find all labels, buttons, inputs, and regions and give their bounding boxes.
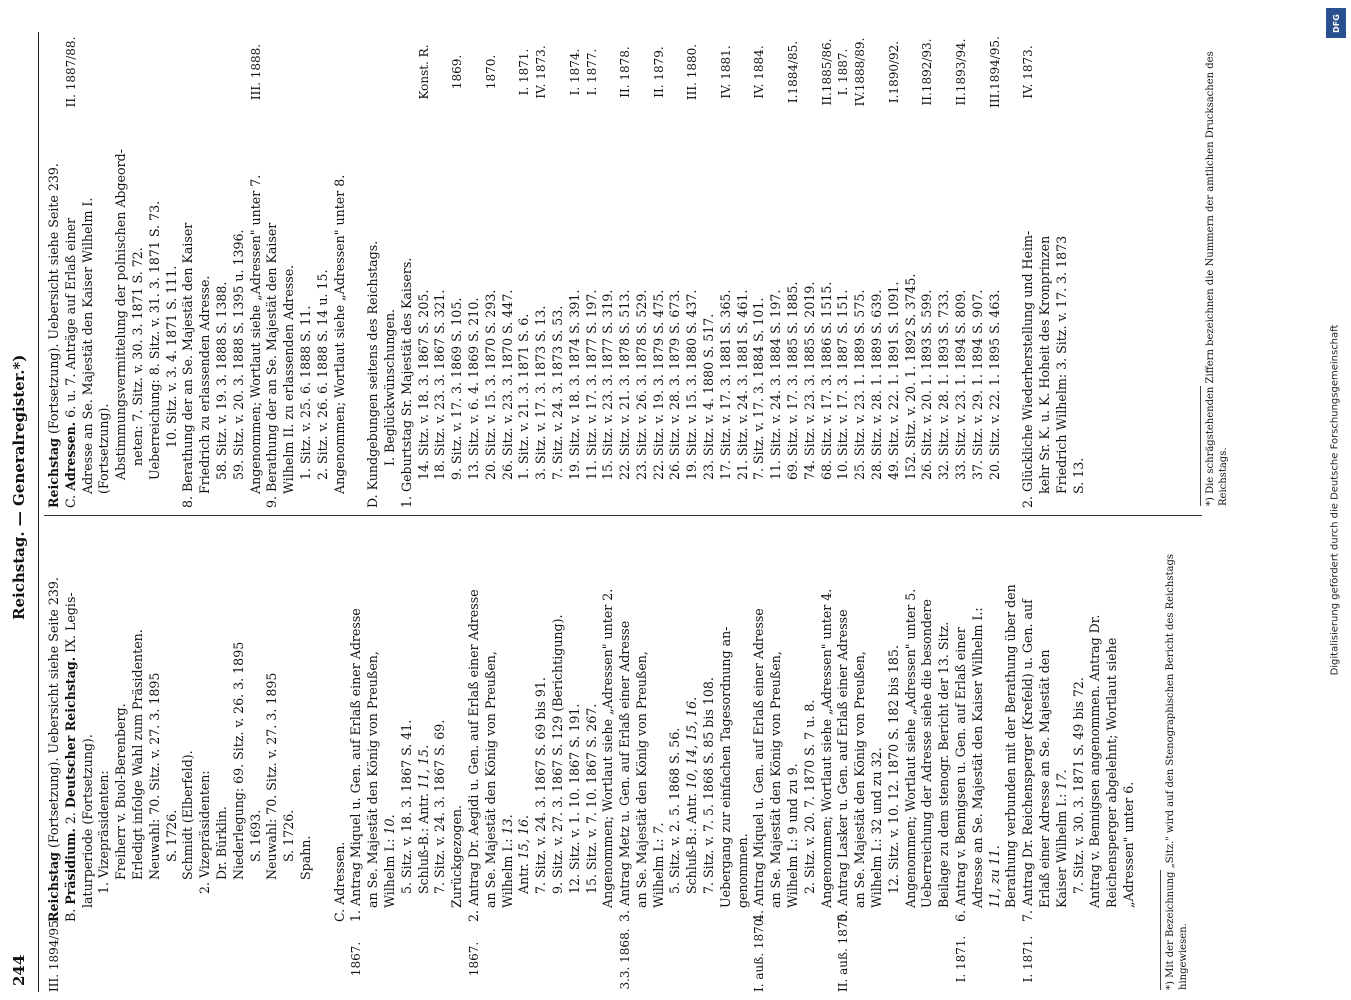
- register-entry-text: Uebergang zur einfachen Tagesordnung an-: [717, 626, 733, 908]
- register-entry-text: 2. Antrag Dr. Aegidi u. Gen. auf Erlaß einer Adresse: [465, 589, 481, 922]
- register-line: [785, 516, 802, 992]
- register-line: [197, 516, 214, 992]
- register-entry-text: Reichstag (Fortsetzung). Uebersicht siehe Seite 239.: [46, 163, 61, 508]
- register-line: [1020, 516, 1037, 992]
- register-line: [96, 516, 113, 992]
- register-line: [735, 516, 752, 992]
- register-entry-text: 3. Sitz. v. 17. 3. 1873 S. 13.: [533, 305, 549, 480]
- register-entry-text: 5. Sitz. v. 2. 5. 1868 S. 56.: [667, 727, 683, 894]
- register-entry-text: 15. Sitz. v. 23. 3. 1877 S. 319.: [600, 289, 616, 480]
- register-line: [231, 32, 248, 508]
- register-entry-text: Berathung verbunden mit der Berathung über den: [1003, 584, 1019, 908]
- register-line: [819, 32, 836, 508]
- register-entry-text: 1. Sitz. v. 21. 3. 1871 S. 6.: [516, 313, 532, 480]
- register-line: [701, 32, 718, 508]
- register-line: [835, 32, 852, 508]
- register-line: [1037, 516, 1054, 992]
- register-entry-text: 7. Sitz. v. 17. 3. 1884 S. 101.: [751, 297, 767, 480]
- session-marginal-note: I.1884/85.: [786, 40, 801, 104]
- register-entry-text: 3. Antrag Metz u. Gen. auf Erlaß einer Adresse: [617, 620, 633, 922]
- register-line: [1087, 516, 1104, 992]
- register-entry-text: Angenommen; Wortlaut siehe „Adressen" unter 7.: [247, 174, 263, 494]
- register-entry-text: Schluß-B.: Antr. 11, 15.: [415, 744, 431, 894]
- register-entry-text: 18. Sitz. v. 23. 3. 1867 S. 321.: [432, 289, 448, 480]
- register-entry-text: 6. Antrag v. Bennigsen u. Gen. auf Erlaß einer: [953, 627, 969, 922]
- register-line: [533, 32, 550, 508]
- register-line: [718, 32, 735, 508]
- register-line: [500, 32, 517, 508]
- register-line: [164, 516, 181, 992]
- register-line: [332, 516, 349, 992]
- register-entry-text: 8. Berathung der an Se. Majestät den Kaiser: [180, 222, 196, 508]
- register-entry-text: 7. Sitz. v. 24. 3. 1867 S. 69.: [432, 719, 448, 894]
- register-entry-text: 69. Sitz. v. 17. 3. 1885 S. 1885.: [785, 281, 801, 480]
- register-entry-text: Friedrich zu erlassenden Adresse.: [197, 275, 213, 494]
- register-entry-text: 2. Sitz. v. 26. 6. 1888 S. 14 u. 15.: [314, 269, 330, 480]
- register-entry-text: 26. Sitz. v. 28. 3. 1879 S. 673.: [667, 289, 683, 480]
- register-entry-text: 1. Vizepräsidenten:: [96, 770, 112, 894]
- register-line: [466, 32, 483, 508]
- session-marginal-note: IV. 1873.: [1021, 45, 1036, 99]
- register-entry-text: S. 1726.: [281, 809, 297, 862]
- right-column: [46, 32, 1087, 508]
- register-entry-text: 14. Sitz. v. 18. 3. 1867 S. 205.: [415, 289, 431, 480]
- register-line: [113, 32, 130, 508]
- session-marginal-note: I. 1874.: [567, 48, 582, 96]
- register-line: [1003, 32, 1020, 508]
- register-line: [348, 32, 365, 508]
- session-marginal-note: II.1893/94.: [954, 38, 969, 106]
- register-line: [634, 516, 651, 992]
- register-entry-text: an Se. Majestät den König von Preußen,: [852, 651, 868, 908]
- register-line: [869, 32, 886, 508]
- register-line: [46, 516, 63, 992]
- register-entry-text: 11. Sitz. v. 17. 3. 1877 S. 197.: [583, 289, 599, 480]
- register-line: [953, 32, 970, 508]
- register-entry-text: S. 1693.: [247, 809, 263, 862]
- register-entry-text: Wilhelm I.: 7.: [650, 822, 666, 908]
- register-line: [298, 32, 315, 508]
- header-rule: [38, 32, 39, 992]
- register-entry-text: Wilhelm I.: 32 und zu 32.: [869, 747, 885, 908]
- register-line: [701, 516, 718, 992]
- register-entry-text: Dr. Bürklin.: [213, 806, 229, 880]
- register-line: [785, 32, 802, 508]
- right-footnote-rule: [1200, 386, 1201, 506]
- session-marginal-note: I. 1871.: [1021, 935, 1036, 983]
- register-entry-text: S. 1726.: [163, 809, 179, 862]
- left-column: [46, 516, 1138, 992]
- session-marginal-note: II. 1879.: [651, 46, 666, 98]
- register-entry-text: 7. Sitz. v. 30. 3. 1871 S. 49 bis 72.: [1070, 677, 1086, 894]
- left-footnote-rule: [1160, 870, 1161, 990]
- register-line: [483, 32, 500, 508]
- register-line: [416, 516, 433, 992]
- register-line: [768, 32, 785, 508]
- register-entry-text: 37. Sitz. v. 29. 1. 1894 S. 907.: [969, 289, 985, 480]
- register-line: [80, 32, 97, 508]
- session-marginal-note: III. 1894/95.: [47, 916, 61, 992]
- register-entry-text: 2. Glückliche Wiederherstellung und Heim-: [1020, 230, 1036, 508]
- register-line: [147, 516, 164, 992]
- register-line: [180, 516, 197, 992]
- register-entry-text: 23. Sitz. v. 4. 1880 S. 517.: [701, 313, 717, 480]
- register-entry-text: 15. Sitz. v. 7. 10. 1867 S. 267.: [583, 703, 599, 894]
- register-line: [332, 32, 349, 508]
- register-line: [516, 516, 533, 992]
- register-line: [248, 516, 265, 992]
- register-line: [919, 516, 936, 992]
- register-entry-text: an Se. Majestät den König von Preußen,: [633, 651, 649, 908]
- register-line: [667, 516, 684, 992]
- register-entry-text: 152. Sitz. v. 20. 1. 1892 S. 3745.: [902, 273, 918, 480]
- register-line: [886, 516, 903, 992]
- register-line: [600, 516, 617, 992]
- register-entry-text: 10. Sitz. v. 3. 4. 1871 S. 111.: [163, 265, 179, 448]
- register-line: [852, 516, 869, 992]
- register-line: [751, 32, 768, 508]
- register-entry-text: Erlaß einer Adresse an Se. Majestät den: [1037, 649, 1053, 908]
- register-entry-text: 7. Sitz. v. 7. 5. 1868 S. 85 bis 108.: [701, 677, 717, 894]
- register-entry-text: Antrag v. Bennigsen angenommen. Antrag Dr.: [1087, 614, 1103, 908]
- register-line: [550, 516, 567, 992]
- register-entry-text: C. Adressen. 6. u. 7. Anträge auf Erlaß einer: [62, 217, 78, 508]
- register-entry-text: 9. Berathung der an Se. Majestät den Kaiser: [264, 222, 280, 508]
- register-entry-text: I. Beglückwünschungen.: [381, 308, 397, 466]
- register-line: [987, 516, 1004, 992]
- register-entry-text: Spahn.: [297, 835, 313, 880]
- register-line: [63, 516, 80, 992]
- register-entry-text: Kaiser Wilhelm I.: 17.: [1053, 769, 1069, 908]
- register-line: [500, 516, 517, 992]
- register-entry-text: 20. Sitz. v. 22. 1. 1895 S. 463.: [986, 289, 1002, 480]
- session-marginal-note: II.1885/86.: [819, 38, 834, 106]
- register-entry-text: B. Präsidium. 2. Deutscher Reichstag. IX. Legis-: [62, 592, 78, 922]
- register-entry-text: 26. Sitz. v. 23. 3. 1870 S. 447.: [499, 289, 515, 480]
- register-entry-text: 68. Sitz. v. 17. 3. 1886 S. 1515.: [818, 281, 834, 480]
- register-entry-text: 2. Sitz. v. 20. 7. 1870 S. 7 u. 8.: [801, 699, 817, 894]
- register-line: [1104, 516, 1121, 992]
- register-entry-text: 32. Sitz. v. 28. 1. 1893 S. 733.: [936, 289, 952, 480]
- register-entry-text: 9. Sitz. v. 27. 3. 1867 S. 129 (Berichtigung).: [549, 614, 565, 894]
- register-entry-text: 22. Sitz. v. 19. 3. 1879 S. 475.: [650, 289, 666, 480]
- register-entry-text: Wilhelm II. zu erlassenden Adresse.: [281, 264, 297, 494]
- register-line: [281, 516, 298, 992]
- register-entry-text: 5. Antrag Lasker u. Gen. auf Erlaß einer Adresse: [835, 609, 851, 922]
- register-entry-text: Wilhelm I.: 13.: [499, 814, 515, 908]
- register-entry-text: Neuwahl: 70. Sitz. v. 27. 3. 1895: [146, 672, 162, 880]
- register-entry-text: Niederlegung: 69. Sitz. v. 26. 3. 1895: [230, 641, 246, 880]
- register-line: [399, 516, 416, 992]
- register-entry-text: Erledigt infolge Wahl zum Präsidenten.: [129, 629, 145, 880]
- register-line: [970, 516, 987, 992]
- register-line: [281, 32, 298, 508]
- register-line: [214, 516, 231, 992]
- register-entry-text: 19. Sitz. v. 18. 3. 1874 S. 391.: [566, 289, 582, 480]
- session-marginal-note: III. 1880.: [685, 43, 700, 101]
- register-line: [667, 32, 684, 508]
- register-line: [449, 516, 466, 992]
- register-line: [919, 32, 936, 508]
- register-line: [886, 32, 903, 508]
- register-line: [147, 32, 164, 508]
- register-line: [936, 32, 953, 508]
- register-entry-text: 26. Sitz. v. 20. 1. 1893 S. 599.: [919, 289, 935, 480]
- session-marginal-note: II. 1887/88.: [63, 36, 78, 108]
- register-entry-text: 33. Sitz. v. 23. 1. 1894 S. 809.: [953, 289, 969, 480]
- session-marginal-note: III. 1888.: [248, 43, 263, 101]
- register-line: [197, 32, 214, 508]
- register-line: [432, 32, 449, 508]
- register-entry-text: 59. Sitz. v. 20. 3. 1888 S. 1395 u. 1396.: [230, 229, 246, 480]
- register-line: [113, 516, 130, 992]
- register-entry-text: C. Adressen.: [331, 841, 347, 922]
- register-entry-text: Reichstag (Fortsetzung). Uebersicht siehe Seite 239.: [46, 577, 61, 922]
- register-line: [768, 516, 785, 992]
- register-line: [315, 32, 332, 508]
- register-line: [735, 32, 752, 508]
- register-line: [1071, 32, 1088, 508]
- register-line: [130, 516, 147, 992]
- register-entry-text: 28. Sitz. v. 28. 1. 1889 S. 639.: [869, 289, 885, 480]
- register-line: [180, 32, 197, 508]
- register-line: [80, 516, 97, 992]
- register-entry-text: 21. Sitz. v. 24. 3. 1881 S. 461.: [734, 289, 750, 480]
- register-entry-text: (Fortsetzung).: [96, 403, 112, 494]
- register-entry-text: 19. Sitz. v. 15. 3. 1880 S. 437.: [684, 289, 700, 480]
- session-marginal-note: IV.1888/89.: [853, 37, 868, 107]
- register-line: [567, 516, 584, 992]
- register-entry-text: 7. Sitz. v. 24. 3. 1873 S. 53.: [549, 305, 565, 480]
- register-line: [416, 32, 433, 508]
- session-marginal-note: Konst. R.: [416, 44, 431, 100]
- register-line: [46, 32, 63, 508]
- page-header: [8, 0, 34, 1000]
- register-entry-text: neten: 7. Sitz. v. 30. 3. 1871 S. 72.: [129, 247, 145, 466]
- register-entry-text: 1. Antrag Miquel u. Gen. auf Erlaß einer Adresse: [348, 608, 364, 922]
- register-line: [684, 516, 701, 992]
- register-line: [348, 516, 365, 992]
- session-marginal-note: I. 1877.: [584, 48, 599, 96]
- credit-text-wrapper: [1320, 0, 1350, 1000]
- register-entry-text: 1. Geburtstag Sr. Majestät des Kaisers.: [398, 257, 414, 508]
- register-entry-text: Angenommen; Wortlaut siehe „Adressen" unter 5.: [902, 588, 918, 908]
- register-line: [516, 32, 533, 508]
- register-line: [584, 516, 601, 992]
- register-entry-text: Angenommen; Wortlaut siehe „Adressen" unter 8.: [331, 174, 347, 494]
- register-line: [63, 32, 80, 508]
- dfg-logo-text: DFG: [1331, 13, 1341, 33]
- register-entry-text: „Adressen" unter 6.: [1121, 781, 1136, 908]
- register-line: [231, 516, 248, 992]
- register-entry-text: 20. Sitz. v. 15. 3. 1870 S. 293.: [482, 289, 498, 480]
- register-entry-text: 5. Sitz. v. 18. 3. 1867 S. 41.: [398, 719, 414, 894]
- register-line: [617, 516, 634, 992]
- register-line: [550, 32, 567, 508]
- register-line: [835, 516, 852, 992]
- register-entry-text: Adresse an Se. Majestät den Kaiser Wilhelm I.:: [969, 607, 985, 908]
- register-entry-text: 7. Antrag Dr. Reichensperger (Krefeld) u. Gen. auf: [1020, 599, 1036, 922]
- register-line: [264, 32, 281, 508]
- session-marginal-note: IV. 1884.: [752, 45, 767, 99]
- register-line: [214, 32, 231, 508]
- register-entry-text: an Se. Majestät den König von Preußen,: [768, 651, 784, 908]
- register-line: [1037, 32, 1054, 508]
- register-entry-text: Abstimmungsvermittelung der polnischen Abgeord-: [113, 149, 129, 480]
- session-marginal-note: 1870.: [483, 54, 498, 90]
- register-line: [466, 516, 483, 992]
- register-entry-text: 10. Sitz. v. 17. 3. 1887 S. 151.: [835, 289, 851, 480]
- register-line: [432, 516, 449, 992]
- register-line: [936, 516, 953, 992]
- credit-text: Digitalisierung gefördert durch die Deutsche Forschungsgemeinschaft: [1329, 324, 1341, 676]
- session-marginal-note: I. auß. 1870.: [752, 914, 767, 992]
- register-line: [634, 32, 651, 508]
- register-line: [1020, 32, 1037, 508]
- register-entry-text: D. Kundgebungen seitens des Reichstags.: [365, 240, 381, 508]
- register-line: [382, 516, 399, 992]
- register-entry-text: 2. Vizepräsidenten:: [197, 770, 213, 894]
- session-marginal-note: II. auß. 1870.: [836, 910, 851, 992]
- register-entry-text: 23. Sitz. v. 26. 3. 1878 S. 529.: [633, 289, 649, 480]
- register-entry-text: Angenommen; Wortlaut siehe „Adressen" unter 2.: [600, 588, 616, 908]
- register-entry-text: Beilage zu dem stenogr. Bericht der 13. Sitz.: [936, 621, 952, 908]
- left-footnote: *) Mit der Bezeichnung „Sitz." wird auf den Stenographischen Bericht des Reichstags hingewiesen.: [1165, 554, 1189, 990]
- register-entry-text: 58. Sitz. v. 19. 3. 1888 S. 1388.: [213, 281, 229, 480]
- register-entry-text: Neuwahl: 70. Sitz. v. 27. 3. 1895: [264, 672, 280, 880]
- session-marginal-note: IV. 1881.: [718, 45, 733, 99]
- register-entry-text: an Se. Majestät den König von Preußen,: [365, 651, 381, 908]
- session-marginal-note: I. 1871.: [517, 48, 532, 96]
- session-marginal-note: I.1890/92.: [886, 40, 901, 104]
- register-line: [802, 516, 819, 992]
- register-line: [1003, 516, 1020, 992]
- session-marginal-note: 1867.: [466, 941, 481, 977]
- register-entry-text: 17. Sitz. v. 17. 3. 1881 S. 365.: [717, 289, 733, 480]
- register-line: [802, 32, 819, 508]
- register-line: [1054, 32, 1071, 508]
- register-line: [903, 32, 920, 508]
- register-entry-text: 12. Sitz. v. 1. 10. 1867 S. 191.: [566, 703, 582, 894]
- register-entry-text: 13. Sitz. v. 6. 4. 1869 S. 210.: [465, 297, 481, 480]
- register-entry-text: Ueberreichung: 8. Sitz. v. 31. 3. 1871 S. 73.: [146, 200, 162, 480]
- register-line: [365, 516, 382, 992]
- register-line: [1054, 516, 1071, 992]
- digitization-credit-strip: [1320, 0, 1350, 1000]
- register-line: [399, 32, 416, 508]
- register-line: [819, 516, 836, 992]
- register-line: [684, 32, 701, 508]
- register-line: [651, 516, 668, 992]
- register-entry-text: kehr Sr. K. u. K. Hoheit des Kronprinzen: [1037, 235, 1053, 494]
- register-line: [584, 32, 601, 508]
- register-entry-text: Adresse an Se. Majestät den Kaiser Wilhelm I.: [79, 197, 95, 494]
- running-title: Reichstag. — Generalregister.*): [10, 354, 28, 620]
- register-line: [1121, 516, 1138, 992]
- register-line: [248, 32, 265, 508]
- register-entry-text: Freiherr v. Buol-Berenberg.: [113, 703, 129, 880]
- register-line: [651, 32, 668, 508]
- register-line: [953, 516, 970, 992]
- session-marginal-note: II.1892/93.: [920, 38, 935, 106]
- right-footnote: *) Die schrägstehenden Ziffern bezeichnen die Nummern der amtlichen Drucksachen des Reichstags.: [1205, 51, 1229, 506]
- session-marginal-note: I. 1871.: [954, 935, 969, 983]
- register-entry-text: Friedrich Wilhelm: 3. Sitz. v. 17. 3. 1873: [1053, 235, 1069, 494]
- register-entry-text: 4. Antrag Miquel u. Gen. auf Erlaß einer Adresse: [751, 608, 767, 922]
- register-line: [903, 516, 920, 992]
- register-line: [970, 32, 987, 508]
- session-marginal-note: I. 1887.: [836, 48, 851, 96]
- register-entry-text: genommen.: [734, 833, 750, 908]
- register-entry-text: 12. Sitz. v. 10. 12. 1870 S. 182 bis 185.: [885, 645, 901, 894]
- register-entry-text: Schluß-B.: Antr. 10, 14, 15, 16.: [684, 696, 700, 894]
- register-entry-text: Schmidt (Elberfeld).: [180, 750, 196, 880]
- register-entry-text: 25. Sitz. v. 23. 1. 1889 S. 575.: [852, 289, 868, 480]
- register-line: [852, 32, 869, 508]
- register-line: [751, 516, 768, 992]
- register-line: [869, 516, 886, 992]
- register-line: [567, 32, 584, 508]
- register-line: [600, 32, 617, 508]
- register-entry-text: S. 13.: [1070, 457, 1086, 494]
- dfg-logo: [1326, 8, 1346, 38]
- session-marginal-note: IV. 1873.: [534, 45, 549, 99]
- register-line: [164, 32, 181, 508]
- register-entry-text: Reichensperger abgelehnt; Wortlaut siehe: [1104, 637, 1120, 908]
- register-entry-text: Antr. 15, 16.: [516, 815, 532, 894]
- register-line: [718, 516, 735, 992]
- register-entry-text: Ueberreichung der Adresse siehe die besondere: [919, 599, 935, 908]
- register-entry-text: 1. Sitz. v. 25. 6. 1888 S. 11.: [297, 305, 313, 480]
- register-line: [483, 516, 500, 992]
- register-line: [298, 516, 315, 992]
- register-entry-text: 22. Sitz. v. 21. 3. 1878 S. 513.: [617, 289, 633, 480]
- register-line: [130, 32, 147, 508]
- session-marginal-note: 3.3. 1868.: [618, 928, 633, 990]
- register-line: [264, 516, 281, 992]
- register-line: [365, 32, 382, 508]
- register-entry-text: Wilhelm I.: 10.: [381, 814, 397, 908]
- register-entry-text: 11, zu 11.: [986, 845, 1002, 908]
- register-entry-text: an Se. Majestät den König von Preußen,: [482, 651, 498, 908]
- register-line: [315, 516, 332, 992]
- session-marginal-note: 1867.: [349, 941, 364, 977]
- register-line: [533, 516, 550, 992]
- register-entry-text: 11. Sitz. v. 24. 3. 1884 S. 197.: [768, 289, 784, 480]
- register-entry-text: 9. Sitz. v. 17. 3. 1869 S. 105.: [449, 297, 465, 480]
- register-line: [987, 32, 1004, 508]
- register-entry-text: Angenommen; Wortlaut siehe „Adressen" unter 4.: [818, 588, 834, 908]
- session-marginal-note: III.1894/95.: [987, 36, 1002, 108]
- register-line: [1071, 516, 1088, 992]
- register-line: [449, 32, 466, 508]
- register-line: [96, 32, 113, 508]
- register-entry-text: 7. Sitz. v. 24. 3. 1867 S. 69 bis 91.: [533, 677, 549, 894]
- register-line: [382, 32, 399, 508]
- register-entry-text: laturperiode (Fortsetzung).: [79, 734, 95, 908]
- session-marginal-note: II. 1878.: [618, 46, 633, 98]
- register-entry-text: Zurückgezogen.: [449, 804, 465, 908]
- register-entry-text: Wilhelm I.: 9 und zu 9.: [785, 763, 801, 908]
- register-line: [617, 32, 634, 508]
- register-entry-text: 49. Sitz. v. 22. 1. 1891 S. 1091.: [885, 281, 901, 480]
- session-marginal-note: 1869.: [450, 54, 465, 90]
- page-number: 244: [10, 954, 28, 986]
- register-entry-text: 74. Sitz. v. 23. 3. 1885 S. 2019.: [801, 281, 817, 480]
